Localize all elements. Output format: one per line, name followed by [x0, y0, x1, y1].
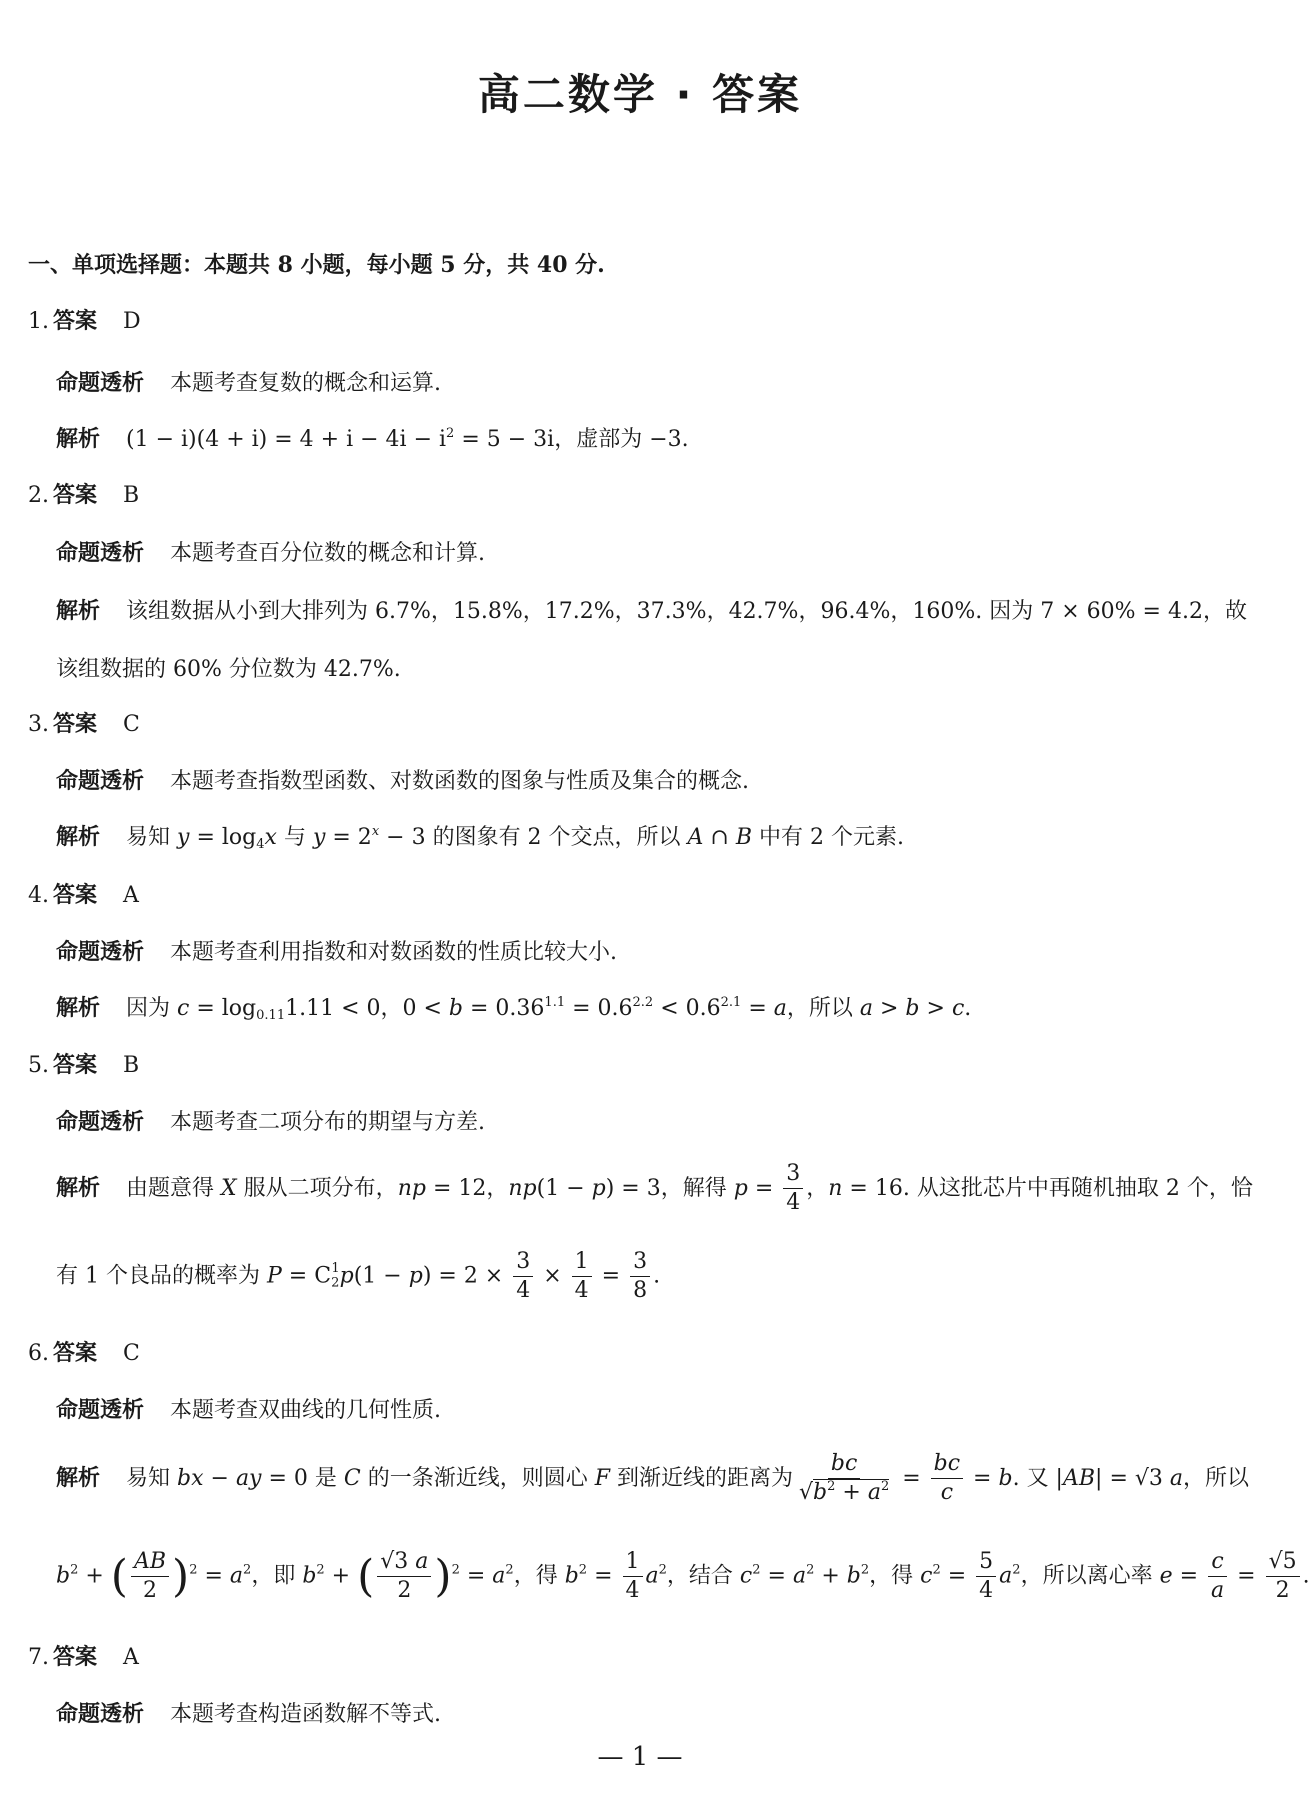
- question-number: 7.: [28, 1645, 49, 1670]
- question-5-answer-line: [28, 1048, 139, 1079]
- analysis-label: 命题透析: [56, 371, 145, 396]
- analysis-label: 命题透析: [56, 1398, 145, 1423]
- solution-formula: 由题意得 X 服从二项分布，np = 12，np(1 − p) = 3，解得 p = $\frac{3}{4}$ ，n = 16. 从这批芯片中再随机抽取 2 个，恰: [126, 1161, 1253, 1215]
- analysis-text: 本题考查百分位数的概念和计算.: [170, 541, 486, 566]
- question-7-analysis: [56, 1697, 441, 1728]
- answer-choice: D: [123, 309, 141, 334]
- answer-label: 答案: [53, 1053, 98, 1078]
- question-5-analysis: [56, 1105, 485, 1136]
- question-2-solution: [56, 594, 1247, 625]
- question-5-solution-cont: 有 1 个良品的概率为 $P = C_2^1p(1 - p) = 2$ × $\frac{3}{4}$ × $\frac{1}{4}$ = $\frac{3}{8}$ .: [56, 1249, 661, 1303]
- analysis-label: 命题透析: [56, 1110, 145, 1135]
- analysis-label: 命题透析: [56, 940, 145, 965]
- solution-text: 该组数据从小到大排列为 6.7%，15.8%，17.2%，37.3%，42.7%，96.4%，160%. 因为 7 × 60% = 4.2，故: [126, 599, 1247, 624]
- solution-label: 解析: [56, 996, 101, 1021]
- question-4-answer-line: [28, 878, 139, 909]
- question-number: 5.: [28, 1053, 49, 1078]
- question-number: 2.: [28, 483, 49, 508]
- answer-label: 答案: [53, 712, 98, 737]
- question-number: 1.: [28, 309, 49, 334]
- analysis-label: 命题透析: [56, 541, 145, 566]
- page-number: — 1 —: [597, 1742, 683, 1772]
- answer-choice: A: [123, 883, 139, 908]
- answer-choice: B: [123, 1053, 140, 1078]
- solution-label: 解析: [56, 599, 101, 624]
- analysis-text: 本题考查构造函数解不等式.: [170, 1702, 442, 1727]
- answer-label: 答案: [53, 483, 98, 508]
- question-6-analysis: [56, 1393, 441, 1424]
- question-3-analysis: [56, 764, 749, 795]
- solution-formula: 易知 $y = \log_4x$ 与 $y = 2^x - 3$ 的图象有 2 个交点，所以 A ∩ B 中有 2 个元素.: [126, 824, 905, 852]
- answer-label: 答案: [53, 309, 98, 334]
- solution-label: 解析: [56, 427, 101, 452]
- answer-choice: A: [123, 1645, 139, 1670]
- answer-choice: B: [123, 483, 140, 508]
- question-1-answer-line: [28, 304, 141, 335]
- answer-label: 答案: [53, 1341, 98, 1366]
- question-2-answer-line: [28, 478, 139, 509]
- question-7-answer-line: [28, 1640, 139, 1671]
- analysis-text: 本题考查复数的概念和运算.: [170, 371, 442, 396]
- page-title: 高二数学 · 答案: [477, 70, 803, 119]
- question-6-answer-line: [28, 1336, 140, 1367]
- answer-label: 答案: [53, 883, 98, 908]
- section-heading: 一、单项选择题：本题共 8 小题，每小题 5 分，共 40 分.: [28, 252, 605, 278]
- analysis-label: 命题透析: [56, 1702, 145, 1727]
- analysis-text: 本题考查双曲线的几何性质.: [170, 1398, 442, 1423]
- question-5-solution: [56, 1160, 1253, 1217]
- solution-formula: 因为 $c = \log_{0.11}1.11 < 0$，$0 < b = 0.36^{1.1} = 0.6^{2.2} < 0.6^{2.1} = a$，所以 a > b > c.: [126, 995, 972, 1023]
- question-4-analysis: [56, 935, 617, 966]
- question-6-solution-cont: $b^2$ + ( $\frac{AB}{2}$ )$^2 = a^2$，即 $b^2$ + ( $\frac{√3 a}{2}$ )$^2 = a^2$，得 $b^2$ = $\frac{1}{4}$ $a^2$，结合 $c^2 = a^2 + b^2$，得 $c^2$ = $\frac{5}{4}$ $a^2$，所以离心率 e = $\frac{c}{a}$ = $\frac{√5}{2}$ .: [56, 1549, 1310, 1603]
- solution-label: 解析: [56, 1175, 101, 1201]
- solution-label: 解析: [56, 825, 101, 850]
- question-number: 4.: [28, 883, 49, 908]
- solution-formula: 易知 bx − ay = 0 是 C 的一条渐近线，则圆心 F 到渐近线的距离为 $\frac{bc}{√b^2 + a^2}$ = $\frac{bc}{c}$ = b. 又 |AB| = √3 a，所以: [126, 1451, 1250, 1505]
- analysis-text: 本题考查二项分布的期望与方差.: [170, 1110, 486, 1135]
- question-6-solution: [56, 1450, 1249, 1507]
- answer-choice: C: [123, 712, 140, 737]
- question-2-solution-cont: 该组数据的 60% 分位数为 42.7%.: [56, 657, 401, 682]
- question-number: 3.: [28, 712, 49, 737]
- question-1-solution: [56, 422, 689, 453]
- question-3-solution: [56, 820, 904, 851]
- solution-label: 解析: [56, 1465, 101, 1491]
- solution-formula: $(1 - i)(4 + i) = 4 + i - 4i - i^2 = 5 - 3i$，虚部为 −3.: [126, 426, 689, 452]
- question-4-solution: [56, 991, 971, 1022]
- analysis-label: 命题透析: [56, 769, 145, 794]
- question-2-analysis: [56, 536, 485, 567]
- question-3-answer-line: [28, 707, 140, 738]
- question-number: 6.: [28, 1341, 49, 1366]
- answer-choice: C: [123, 1341, 140, 1366]
- analysis-text: 本题考查指数型函数、对数函数的图象与性质及集合的概念.: [170, 769, 750, 794]
- analysis-text: 本题考查利用指数和对数函数的性质比较大小.: [170, 940, 618, 965]
- answer-label: 答案: [53, 1645, 98, 1670]
- question-1-analysis: [56, 366, 441, 397]
